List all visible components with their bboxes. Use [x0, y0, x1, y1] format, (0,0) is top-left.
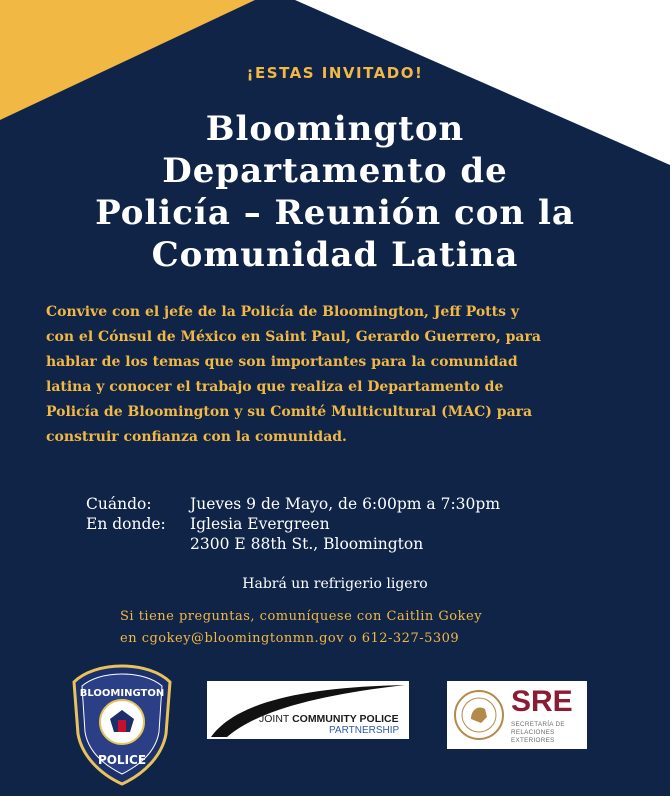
event-details	[86, 494, 606, 554]
intro-line: hablar de los temas que son importantes para la comunidad	[46, 354, 518, 370]
when-label: Cuándo:	[86, 495, 152, 513]
badge-top-text: BLOOMINGTON	[79, 688, 165, 699]
gold-corner-triangle	[0, 0, 255, 120]
where-address-row	[86, 534, 606, 554]
contact-line: Si tiene preguntas, comuníquese con Caitlin Gokey	[120, 609, 483, 624]
intro-line: latina y conocer el trabajo que realiza el Departamento de	[46, 379, 504, 395]
title-line: Policía – Reunión con la	[95, 193, 575, 233]
intro-line: con el Cónsul de México en Saint Paul, Gerardo Guerrero, para	[46, 329, 541, 345]
title-line: Comunidad Latina	[151, 235, 519, 275]
jcpp-word-partnership: PARTNERSHIP	[329, 725, 400, 736]
title-line: Bloomington	[205, 109, 465, 149]
where-value-address: 2300 E 88th St., Bloomington	[190, 535, 424, 553]
refreshment-note: Habrá un refrigerio ligero	[242, 576, 428, 592]
intro-paragraph	[46, 300, 626, 450]
sre-subtitle-line: SECRETARÍA DE	[511, 721, 565, 728]
sre-title: SRE	[511, 685, 573, 718]
badge-bottom-text: POLICE	[97, 753, 147, 767]
event-title	[40, 108, 630, 276]
intro-line: Convive con el jefe de la Policía de Bloomington, Jeff Potts y	[46, 304, 520, 320]
invitation-eyebrow: ¡ESTAS INVITADO!	[246, 64, 424, 82]
contact-line: en cgokey@bloomingtonmn.gov o 612-327-5309	[120, 631, 460, 646]
contact-info	[120, 606, 640, 650]
sre-subtitle	[511, 721, 585, 745]
sre-logo	[447, 681, 587, 749]
where-label: En donde:	[86, 515, 166, 533]
when-value: Jueves 9 de Mayo, de 6:00pm a 7:30pm	[190, 495, 501, 513]
intro-line: Policía de Bloomington y su Comité Multicultural (MAC) para	[46, 404, 533, 420]
bloomington-police-badge-logo	[70, 664, 174, 786]
when-row	[86, 494, 606, 514]
where-value-venue: Iglesia Evergreen	[190, 515, 330, 533]
title-line: Departamento de	[162, 151, 508, 191]
jcpp-logo	[207, 681, 409, 739]
mexico-coat-of-arms-icon	[453, 689, 505, 741]
sre-subtitle-line: RELACIONES	[511, 729, 555, 736]
sre-subtitle-line: EXTERIORES	[511, 737, 555, 744]
jcpp-word-joint: JOINT	[259, 713, 293, 725]
jcpp-word-community-police: COMMUNITY POLICE	[292, 713, 399, 725]
intro-line: construir confianza con la comunidad.	[46, 429, 347, 445]
where-row	[86, 514, 606, 534]
